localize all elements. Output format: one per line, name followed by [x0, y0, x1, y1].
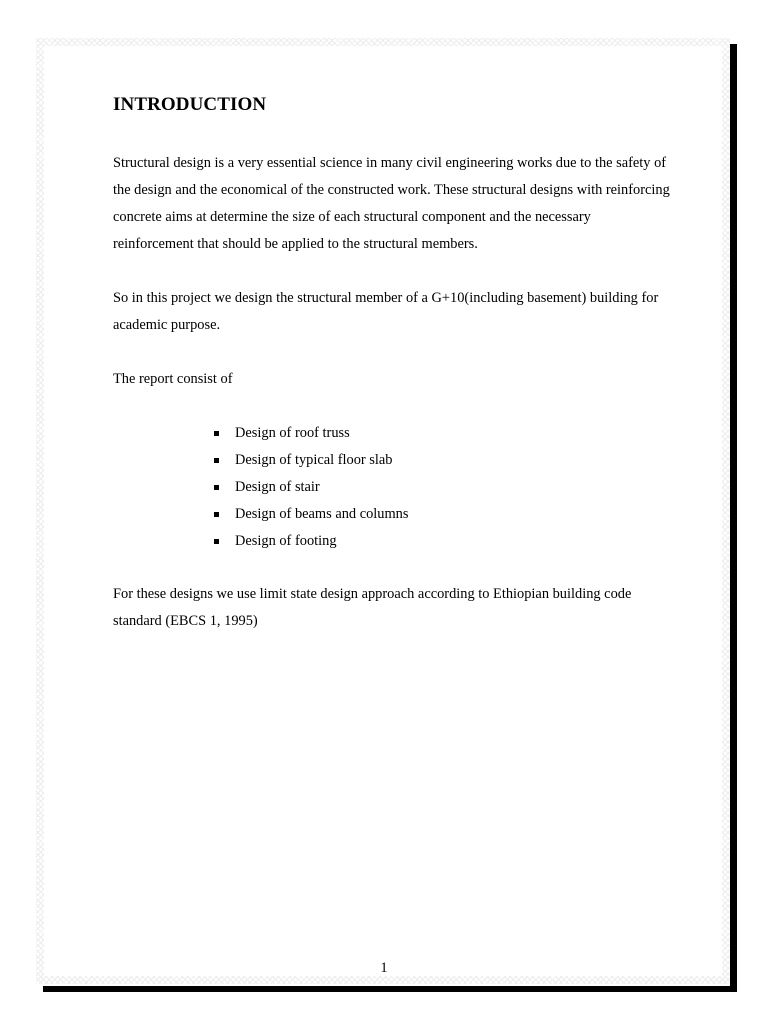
- list-item: [212, 447, 673, 474]
- list-item-text: Design of footing: [235, 533, 337, 549]
- square-bullet-icon: [214, 539, 219, 544]
- list-item: [212, 528, 673, 555]
- section-heading: INTRODUCTION: [113, 94, 267, 115]
- report-intro-paragraph: The report consist of: [113, 371, 233, 387]
- square-bullet-icon: [214, 458, 219, 463]
- page-number: 1: [380, 960, 388, 976]
- square-bullet-icon: [214, 485, 219, 490]
- list-item: [212, 420, 673, 447]
- list-item: [212, 501, 673, 528]
- document-content: [113, 92, 673, 635]
- square-bullet-icon: [214, 512, 219, 517]
- list-item-text: Design of stair: [235, 479, 320, 495]
- square-bullet-icon: [214, 431, 219, 436]
- intro-paragraph: Structural design is a very essential science in many civil engineering works due to the safety of the design and the economical of the constructed work. These structural designs with reinforcing concrete aims at determine the size of each structural component and the necessary reinforcement that should be applied to the structural members.: [113, 155, 670, 252]
- list-item-text: Design of beams and columns: [235, 506, 409, 522]
- report-contents-list: [113, 420, 673, 555]
- list-item-text: Design of typical floor slab: [235, 452, 393, 468]
- page-shadow-right: [730, 44, 737, 992]
- list-item: [212, 474, 673, 501]
- closing-paragraph: For these designs we use limit state design approach according to Ethiopian building code standard (EBCS 1, 1995): [113, 586, 632, 629]
- page-shadow-bottom: [43, 986, 737, 992]
- project-paragraph: So in this project we design the structural member of a G+10(including basement) building for academic purpose.: [113, 290, 659, 333]
- list-item-text: Design of roof truss: [235, 425, 350, 441]
